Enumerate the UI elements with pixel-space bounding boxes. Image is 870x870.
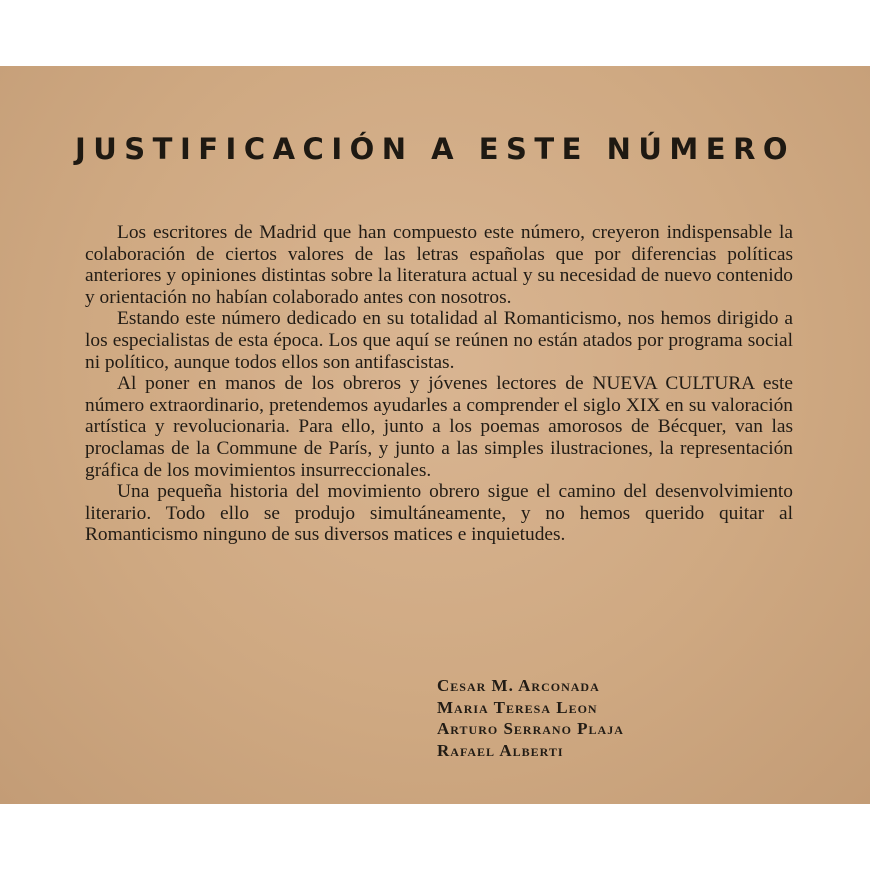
- paragraph-1: Los escritores de Madrid que han compuesto este número, creyeron indispensable la colaboración de ciertos valores de las letras españolas que por diferencias políticas anteriores y opiniones distintas sobre la literatura actual y su necesidad de nuevo contenido y orientación no habían colaborado antes con nosotros.: [85, 222, 793, 308]
- page-title: JUSTIFICACIÓN A ESTE NÚMERO: [74, 132, 796, 166]
- signature-serrano-plaja: Arturo Serrano Plaja: [437, 719, 624, 738]
- signature-arconada: Cesar M. Arconada: [437, 676, 600, 695]
- paragraph-3: Al poner en manos de los obreros y jóvenes lectores de NUEVA CULTURA este número extraordinario, pretendemos ayudarles a comprender el siglo XIX en su valoración artística y revolucionaria. Para ello, junto a los poemas amorosos de Bécquer, van las proclamas de la Commune de París, y junto a las simples ilustraciones, la representación gráfica de los movimientos insurreccionales.: [85, 373, 793, 481]
- signature-leon: Maria Teresa Leon: [437, 697, 598, 717]
- signature-block: [437, 675, 624, 761]
- signature-alberti: Rafael Alberti: [437, 740, 564, 760]
- paragraph-4: Una pequeña historia del movimiento obrero sigue el camino del desenvolvimiento literario. Todo ello se produjo simultáneamente, y no hemos querido quitar al Romanticismo ninguno de sus diversos matices e inquietudes.: [85, 481, 793, 546]
- paragraph-2: Estando este número dedicado en su totalidad al Romanticismo, nos hemos dirigido a los especialistas de esta época. Los que aquí se reúnen no están atados por programa social ni político, aunque todos ellos son antifascistas.: [85, 308, 793, 373]
- body-text: [85, 222, 793, 546]
- paper-page: [0, 66, 870, 804]
